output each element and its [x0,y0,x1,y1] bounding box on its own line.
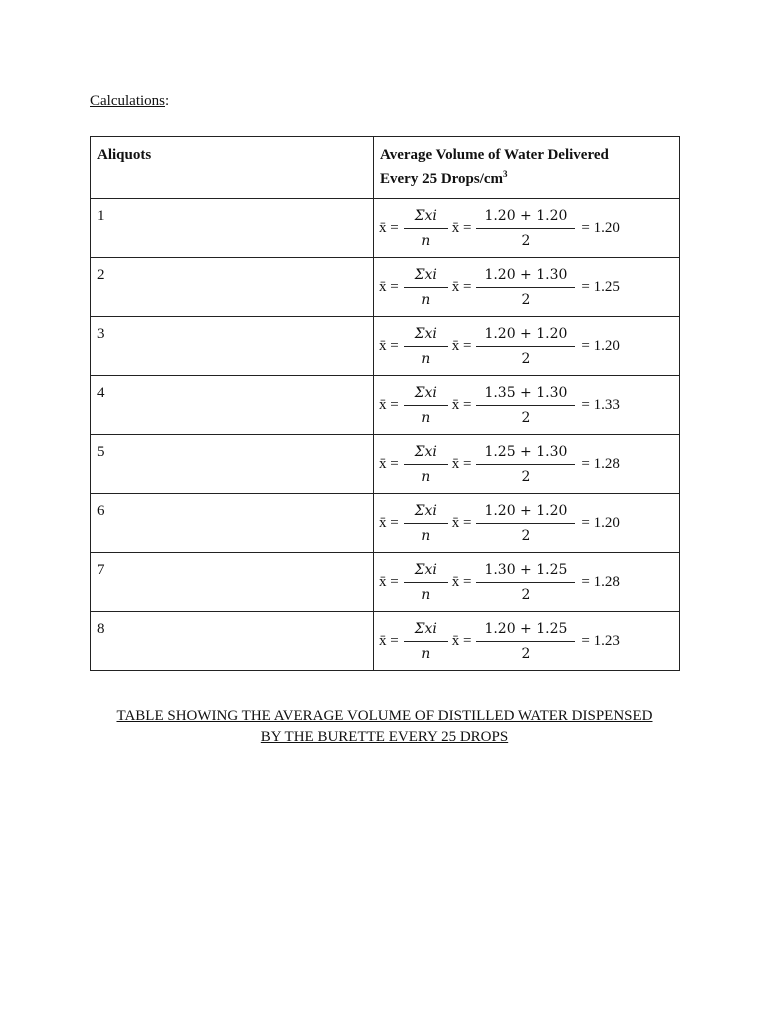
table-row [91,612,680,671]
mean-result: = 1.28 [581,455,620,472]
generic-mean-fraction [404,502,448,545]
mean-symbol: x̄ = [451,219,472,236]
calculations-heading-colon: : [165,93,170,109]
mean-symbol: x̄ = [379,337,399,354]
values-denominator: 2 [521,232,531,249]
mean-symbol: x̄ = [451,514,472,531]
generic-mean-fraction [404,620,448,663]
table-header-row [91,137,680,199]
values-fraction [476,502,575,545]
generic-mean-fraction [404,207,448,250]
mean-result: = 1.28 [581,573,620,590]
values-numerator: 1.20 + 1.25 [476,620,575,642]
values-numerator: 1.25 + 1.30 [476,443,575,465]
values-numerator: 1.20 + 1.20 [476,502,575,524]
generic-numerator: Σxi [404,620,448,642]
values-fraction [476,443,575,486]
generic-denominator: n [421,527,431,544]
mean-calculation [374,376,680,435]
mean-calculation [374,494,680,553]
values-fraction [476,266,575,309]
generic-numerator: Σxi [404,443,448,465]
values-fraction [476,384,575,427]
calculations-heading-label: Calculations [90,93,165,109]
aliquot-number: 6 [91,494,374,553]
generic-denominator: n [421,350,431,367]
values-fraction [476,325,575,368]
values-denominator: 2 [521,527,531,544]
values-fraction [476,207,575,250]
table-row [91,494,680,553]
values-fraction [476,620,575,663]
aliquot-number: 8 [91,612,374,671]
generic-mean-fraction [404,561,448,604]
mean-symbol: x̄ = [379,514,399,531]
table-row [91,435,680,494]
generic-denominator: n [421,645,431,662]
aliquot-volume-table [90,136,680,671]
aliquot-number: 3 [91,317,374,376]
mean-symbol: x̄ = [451,573,472,590]
mean-symbol: x̄ = [379,219,399,236]
header-average-volume [374,137,680,199]
mean-symbol: x̄ = [451,396,472,413]
generic-numerator: Σxi [404,207,448,229]
generic-denominator: n [421,468,431,485]
mean-calculation [374,612,680,671]
header-unit-text: Every 25 Drops/cm [380,171,504,187]
generic-numerator: Σxi [404,266,448,288]
aliquot-number: 5 [91,435,374,494]
table-row [91,376,680,435]
values-denominator: 2 [521,291,531,308]
mean-result: = 1.23 [581,632,620,649]
mean-equation [379,258,679,316]
table-row [91,553,680,612]
mean-equation [379,553,679,611]
generic-denominator: n [421,409,431,426]
mean-result: = 1.20 [581,514,620,531]
generic-mean-fraction [404,266,448,309]
values-denominator: 2 [521,468,531,485]
generic-denominator: n [421,586,431,603]
aliquot-number: 1 [91,199,374,258]
mean-equation [379,612,679,670]
mean-equation [379,199,679,257]
generic-denominator: n [421,291,431,308]
table-row [91,258,680,317]
values-fraction [476,561,575,604]
mean-symbol: x̄ = [451,337,472,354]
values-numerator: 1.20 + 1.20 [476,207,575,229]
mean-equation [379,435,679,493]
values-denominator: 2 [521,645,531,662]
values-numerator: 1.30 + 1.25 [476,561,575,583]
aliquot-number: 7 [91,553,374,612]
table-caption-line1: TABLE SHOWING THE AVERAGE VOLUME OF DISTILLED WATER DISPENSED [116,708,653,724]
header-unit-superscript: 3 [503,169,508,179]
mean-equation [379,317,679,375]
generic-numerator: Σxi [404,325,448,347]
generic-mean-fraction [404,325,448,368]
generic-numerator: Σxi [404,502,448,524]
header-average-volume-line2 [380,165,673,189]
mean-equation [379,376,679,434]
mean-symbol: x̄ = [379,278,399,295]
generic-numerator: Σxi [404,384,448,406]
mean-result: = 1.20 [581,219,620,236]
mean-symbol: x̄ = [451,455,472,472]
table-row [91,199,680,258]
mean-calculation [374,435,680,494]
calculations-heading [90,93,169,110]
values-denominator: 2 [521,409,531,426]
values-denominator: 2 [521,586,531,603]
mean-symbol: x̄ = [451,278,472,295]
mean-equation [379,494,679,552]
values-numerator: 1.20 + 1.20 [476,325,575,347]
values-numerator: 1.20 + 1.30 [476,266,575,288]
mean-calculation [374,317,680,376]
mean-calculation [374,199,680,258]
generic-mean-fraction [404,384,448,427]
generic-numerator: Σxi [404,561,448,583]
header-average-volume-line1: Average Volume of Water Delivered [380,147,609,163]
table-row [91,317,680,376]
generic-mean-fraction [404,443,448,486]
mean-result: = 1.33 [581,396,620,413]
mean-symbol: x̄ = [379,573,399,590]
header-aliquots: Aliquots [91,137,374,199]
aliquot-number: 4 [91,376,374,435]
mean-result: = 1.20 [581,337,620,354]
mean-symbol: x̄ = [379,396,399,413]
mean-symbol: x̄ = [451,632,472,649]
table-caption-line2: BY THE BURETTE EVERY 25 DROPS [260,729,509,745]
table-caption [90,706,679,748]
mean-calculation [374,258,680,317]
mean-symbol: x̄ = [379,455,399,472]
mean-result: = 1.25 [581,278,620,295]
generic-denominator: n [421,232,431,249]
values-denominator: 2 [521,350,531,367]
mean-symbol: x̄ = [379,632,399,649]
aliquot-number: 2 [91,258,374,317]
mean-calculation [374,553,680,612]
values-numerator: 1.35 + 1.30 [476,384,575,406]
